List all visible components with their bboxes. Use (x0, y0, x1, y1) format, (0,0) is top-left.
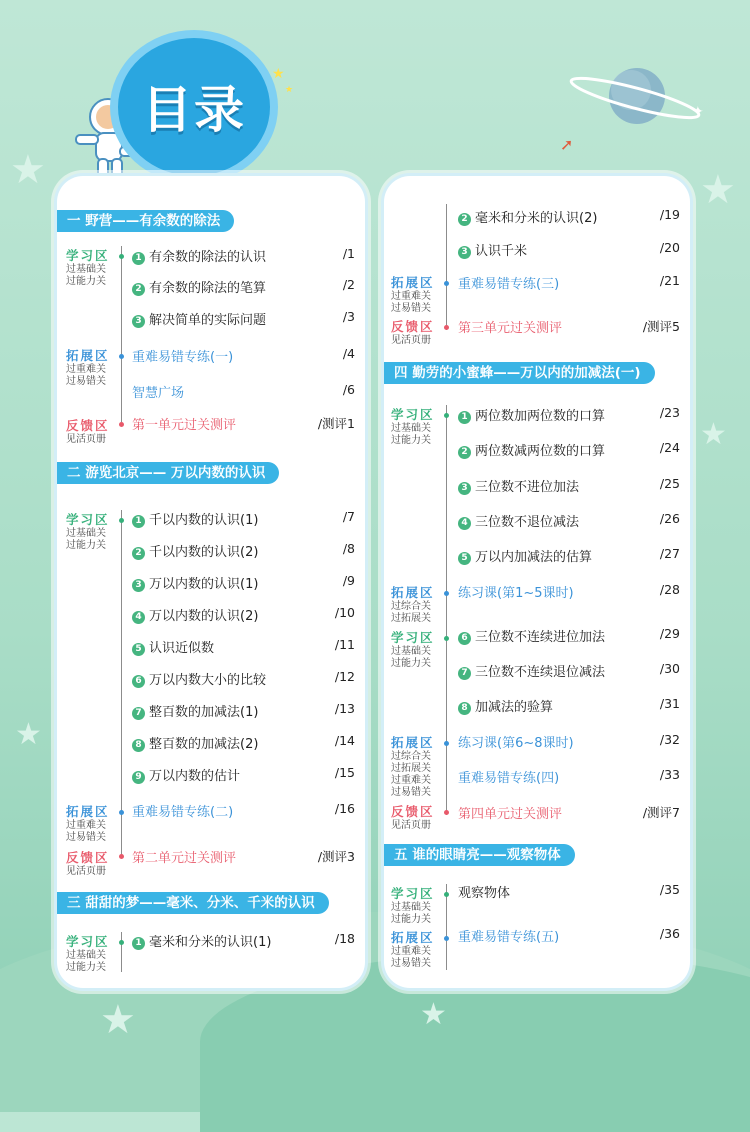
zone-dot (119, 854, 124, 859)
timeline-line (121, 246, 122, 422)
page-number: /11 (334, 637, 355, 652)
toc-item[interactable]: 2 千以内数的认识(2) (132, 541, 258, 560)
toc-item[interactable]: 1 毫米和分米的认识(1) (132, 931, 271, 950)
toc-item[interactable]: 观察物体 (458, 886, 511, 901)
toc-item[interactable]: 9 万以内数的估计 (132, 765, 240, 784)
zone-study: 学习区 过基础关 过能力关 (391, 630, 435, 669)
toc-item[interactable]: 8 整百数的加减法(2) (132, 733, 258, 752)
toc-panel-right (384, 176, 690, 988)
zone-dot (444, 591, 449, 596)
page-number: /32 (659, 732, 680, 747)
toc-item[interactable]: 2 两位数减两位数的口算 (458, 440, 605, 459)
star-icon: ★ (420, 997, 447, 1032)
zone-expand: 拓展区 过重难关 过易错关 (391, 275, 435, 314)
page-number: /33 (659, 767, 680, 782)
zone-dot (119, 422, 124, 427)
unit-header: 五 谁的眼睛亮——观察物体 (384, 844, 575, 866)
page-number: /15 (334, 765, 355, 780)
zone-dot (119, 810, 124, 815)
zone-dot (444, 810, 449, 815)
zone-dot (119, 518, 124, 523)
star-icon: ★ (700, 417, 727, 452)
page-number: /23 (659, 405, 680, 420)
page-number: /29 (659, 626, 680, 641)
zone-dot (444, 741, 449, 746)
star-icon: ✦ (692, 104, 704, 120)
page-title: 目录 (142, 81, 246, 139)
zone-feedback: 反馈区 见活页册 (66, 850, 110, 877)
toc-item[interactable]: 第二单元过关测评 (132, 851, 237, 866)
zone-expand: 拓展区 过综合关 过拓展关 过重难关 过易错关 (391, 735, 435, 798)
timeline-line (121, 932, 122, 972)
star-icon: ★ (10, 147, 46, 193)
toc-item[interactable]: 6 三位数不连续进位加法 (458, 626, 605, 645)
toc-item[interactable]: 重难易错专练(三) (458, 277, 560, 292)
toc-item[interactable]: 2 有余数的除法的笔算 (132, 277, 266, 296)
page-number: /6 (342, 382, 355, 397)
page-number: /20 (659, 240, 680, 255)
page-number: /测评1 (317, 416, 355, 431)
toc-item[interactable]: 3 万以内数的认识(1) (132, 573, 258, 592)
toc-item[interactable]: 重难易错专练(四) (458, 771, 560, 786)
toc-item[interactable]: 3 解决简单的实际问题 (132, 309, 266, 328)
zone-dot (444, 281, 449, 286)
toc-item[interactable]: 3 三位数不进位加法 (458, 476, 579, 495)
unit-header: 二 游览北京—— 万以内数的认识 (57, 462, 279, 484)
toc-item[interactable]: 第四单元过关测评 (458, 807, 563, 822)
toc-item[interactable]: 4 三位数不退位减法 (458, 511, 579, 530)
toc-item[interactable]: 重难易错专练(二) (132, 805, 234, 820)
unit-header: 四 勤劳的小蜜蜂——万以内的加减法(一) (384, 362, 655, 384)
page-number: /28 (659, 582, 680, 597)
toc-item[interactable]: 练习课(第1~5课时) (458, 586, 574, 601)
zone-study: 学习区 过基础关 过能力关 (391, 407, 435, 446)
page-number: /测评3 (317, 849, 355, 864)
unit-header: 三 甜甜的梦——毫米、分米、千米的认识 (57, 892, 329, 914)
toc-item[interactable]: 重难易错专练(五) (458, 930, 560, 945)
star-icon: ★ (100, 997, 136, 1043)
page-number: /35 (659, 882, 680, 897)
page-number: /2 (342, 277, 355, 292)
zone-study: 学习区 过基础关 过能力关 (66, 248, 110, 287)
zone-dot (444, 325, 449, 330)
zone-dot (444, 892, 449, 897)
toc-item[interactable]: 8 加减法的验算 (458, 696, 553, 715)
page-number: /3 (342, 309, 355, 324)
zone-study: 学习区 过基础关 过能力关 (66, 934, 110, 973)
toc-item[interactable]: 3 认识千米 (458, 240, 527, 259)
page-number: /测评7 (642, 805, 680, 820)
toc-item[interactable]: 5 万以内加减法的估算 (458, 546, 592, 565)
zone-dot (444, 413, 449, 418)
unit-header: 一 野营——有余数的除法 (57, 210, 234, 232)
star-icon: ★ (15, 717, 42, 752)
page-number: /19 (659, 207, 680, 222)
timeline-line (446, 204, 447, 330)
page-number: /36 (659, 926, 680, 941)
toc-item[interactable]: 7 整百数的加减法(1) (132, 701, 258, 720)
rocket-icon: ➚ (560, 135, 574, 154)
page-number: /26 (659, 511, 680, 526)
toc-item[interactable]: 7 三位数不连续退位减法 (458, 661, 605, 680)
page-number: /14 (334, 733, 355, 748)
toc-item[interactable]: 1 千以内数的认识(1) (132, 509, 258, 528)
toc-item[interactable]: 1 有余数的除法的认识 (132, 246, 266, 265)
page-number: /31 (659, 696, 680, 711)
page-number: /13 (334, 701, 355, 716)
toc-panel-left (57, 176, 365, 988)
toc-item[interactable]: 重难易错专练(一) (132, 350, 234, 365)
page-number: /30 (659, 661, 680, 676)
zone-dot (444, 936, 449, 941)
page-number: /12 (334, 669, 355, 684)
toc-item[interactable]: 1 两位数加两位数的口算 (458, 405, 605, 424)
page-number: /10 (334, 605, 355, 620)
star-icon: ★ (700, 167, 736, 213)
page-number: /18 (334, 931, 355, 946)
page-number: /24 (659, 440, 680, 455)
star-icon: ★ (272, 66, 285, 82)
toc-item[interactable]: 智慧广场 (132, 386, 185, 401)
star-icon: ★ (285, 85, 294, 95)
zone-expand: 拓展区 过重难关 过易错关 (391, 930, 435, 969)
planet-icon (565, 58, 705, 138)
timeline-line (121, 510, 122, 856)
page-number: /测评5 (642, 319, 680, 334)
page-number: /21 (659, 273, 680, 288)
zone-dot (444, 636, 449, 641)
zone-dot (119, 940, 124, 945)
zone-feedback: 反馈区 见活页册 (66, 418, 110, 445)
zone-feedback: 反馈区 见活页册 (391, 804, 435, 831)
page-number: /9 (342, 573, 355, 588)
zone-dot (119, 354, 124, 359)
zone-expand: 拓展区 过重难关 过易错关 (66, 348, 110, 387)
zone-study: 学习区 过基础关 过能力关 (66, 512, 110, 551)
zone-dot (119, 254, 124, 259)
zone-expand: 拓展区 过重难关 过易错关 (66, 804, 110, 843)
title-badge (118, 38, 270, 176)
toc-item[interactable]: 2 毫米和分米的认识(2) (458, 207, 597, 226)
page-number: /16 (334, 801, 355, 816)
toc-item[interactable]: 5 认识近似数 (132, 637, 214, 656)
zone-expand: 拓展区 过综合关 过拓展关 (391, 585, 435, 624)
zone-study: 学习区 过基础关 过能力关 (391, 886, 435, 925)
zone-feedback: 反馈区 见活页册 (391, 319, 435, 346)
toc-item[interactable]: 练习课(第6~8课时) (458, 736, 574, 751)
page-number: /27 (659, 546, 680, 561)
toc-item[interactable]: 4 万以内数的认识(2) (132, 605, 258, 624)
page-number: /4 (342, 346, 355, 361)
page-number: /1 (342, 246, 355, 261)
toc-item[interactable]: 第三单元过关测评 (458, 321, 563, 336)
page-number: /8 (342, 541, 355, 556)
page-number: /7 (342, 509, 355, 524)
timeline-line (446, 405, 447, 815)
toc-item[interactable]: 6 万以内数大小的比较 (132, 669, 266, 688)
toc-item[interactable]: 第一单元过关测评 (132, 418, 237, 433)
page-number: /25 (659, 476, 680, 491)
